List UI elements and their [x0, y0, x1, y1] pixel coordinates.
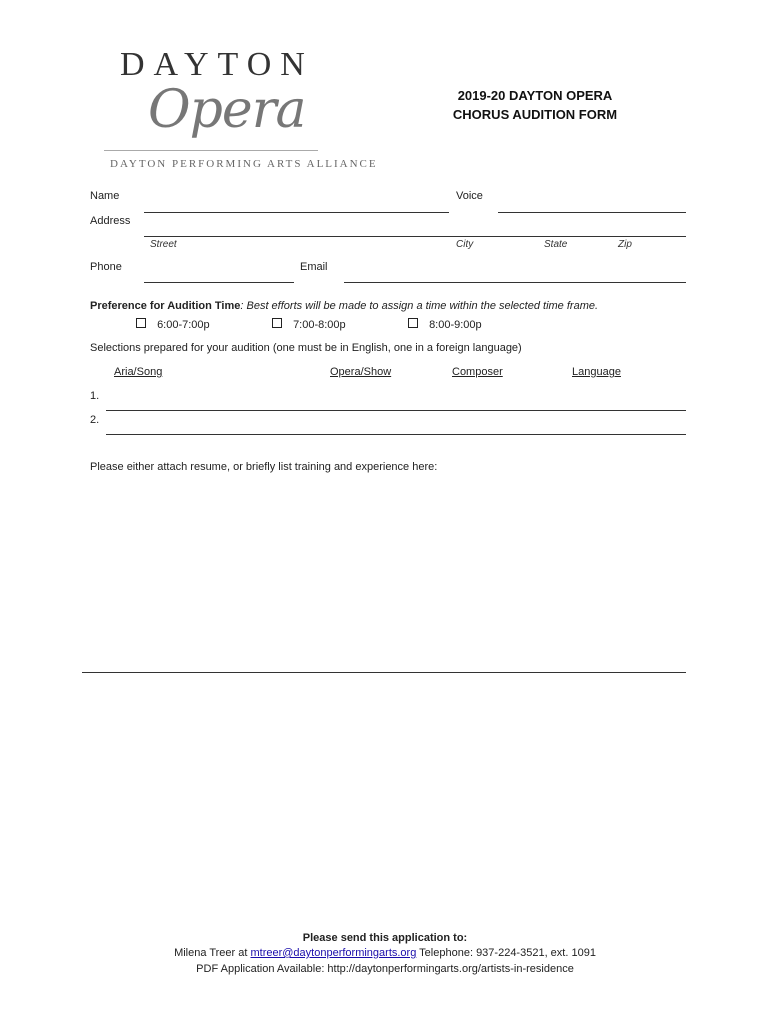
- time-option-2[interactable]: [272, 318, 346, 331]
- logo-dayton: DAYTON: [120, 46, 314, 83]
- email-label: Email: [300, 261, 328, 273]
- street-sublabel: Street: [150, 239, 177, 250]
- resume-prompt: Please either attach resume, or briefly list training and experience here:: [90, 461, 438, 473]
- email-field[interactable]: [344, 282, 686, 283]
- header-language: Language: [572, 366, 621, 378]
- selection-row-2-number: 2.: [90, 414, 100, 426]
- name-field[interactable]: [144, 212, 449, 213]
- voice-label: Voice: [456, 190, 483, 202]
- footer-email-link[interactable]: mtreer@daytonperformingarts.org: [250, 947, 417, 959]
- address-field[interactable]: [144, 236, 686, 237]
- resume-bottom-line: [82, 672, 686, 673]
- selection-row-1-field[interactable]: [106, 410, 686, 411]
- time-option-1[interactable]: [136, 318, 210, 331]
- logo-alliance: DAYTON PERFORMING ARTS ALLIANCE: [110, 158, 378, 170]
- phone-field[interactable]: [144, 282, 294, 283]
- checkbox-icon[interactable]: [272, 318, 282, 328]
- time-option-3[interactable]: [408, 318, 482, 331]
- zip-sublabel: Zip: [618, 239, 632, 250]
- city-sublabel: City: [456, 239, 474, 250]
- logo-opera: Opera: [148, 80, 306, 140]
- form-title: [440, 86, 630, 124]
- name-label: Name: [90, 190, 120, 202]
- preference-note: : Best efforts will be made to assign a time within the selected time frame.: [240, 300, 599, 312]
- logo-divider: [104, 150, 318, 151]
- footer-pdf: PDF Application Available: http://daytonperformingarts.org/artists-in-residence: [196, 963, 574, 975]
- selection-row-1-number: 1.: [90, 390, 100, 402]
- preference-label: Preference for Audition Time: [90, 300, 241, 312]
- checkbox-icon[interactable]: [136, 318, 146, 328]
- footer-contact-prefix: Milena Treer at: [174, 947, 251, 959]
- time-option-2-label: 7:00-8:00p: [293, 319, 346, 331]
- form-title-line2: CHORUS AUDITION FORM: [452, 107, 618, 122]
- selections-intro: Selections prepared for your audition (one must be in English, one in a foreign language): [90, 342, 522, 354]
- time-option-3-label: 8:00-9:00p: [429, 319, 482, 331]
- preference-line: [90, 300, 690, 312]
- resume-textarea[interactable]: [90, 480, 686, 670]
- phone-label: Phone: [90, 261, 122, 273]
- state-sublabel: State: [544, 239, 568, 250]
- header-aria-song: Aria/Song: [114, 366, 163, 378]
- footer-heading: Please send this application to:: [302, 932, 468, 944]
- form-title-line1: 2019-20 DAYTON OPERA: [457, 88, 613, 103]
- time-option-1-label: 6:00-7:00p: [157, 319, 210, 331]
- checkbox-icon[interactable]: [408, 318, 418, 328]
- header-opera-show: Opera/Show: [330, 366, 392, 378]
- footer-contact-suffix: Telephone: 937-224-3521, ext. 1091: [416, 947, 596, 959]
- voice-field[interactable]: [498, 212, 686, 213]
- address-label: Address: [90, 215, 131, 227]
- footer-contact: [0, 947, 770, 959]
- selection-row-2-field[interactable]: [106, 434, 686, 435]
- header-composer: Composer: [452, 366, 503, 378]
